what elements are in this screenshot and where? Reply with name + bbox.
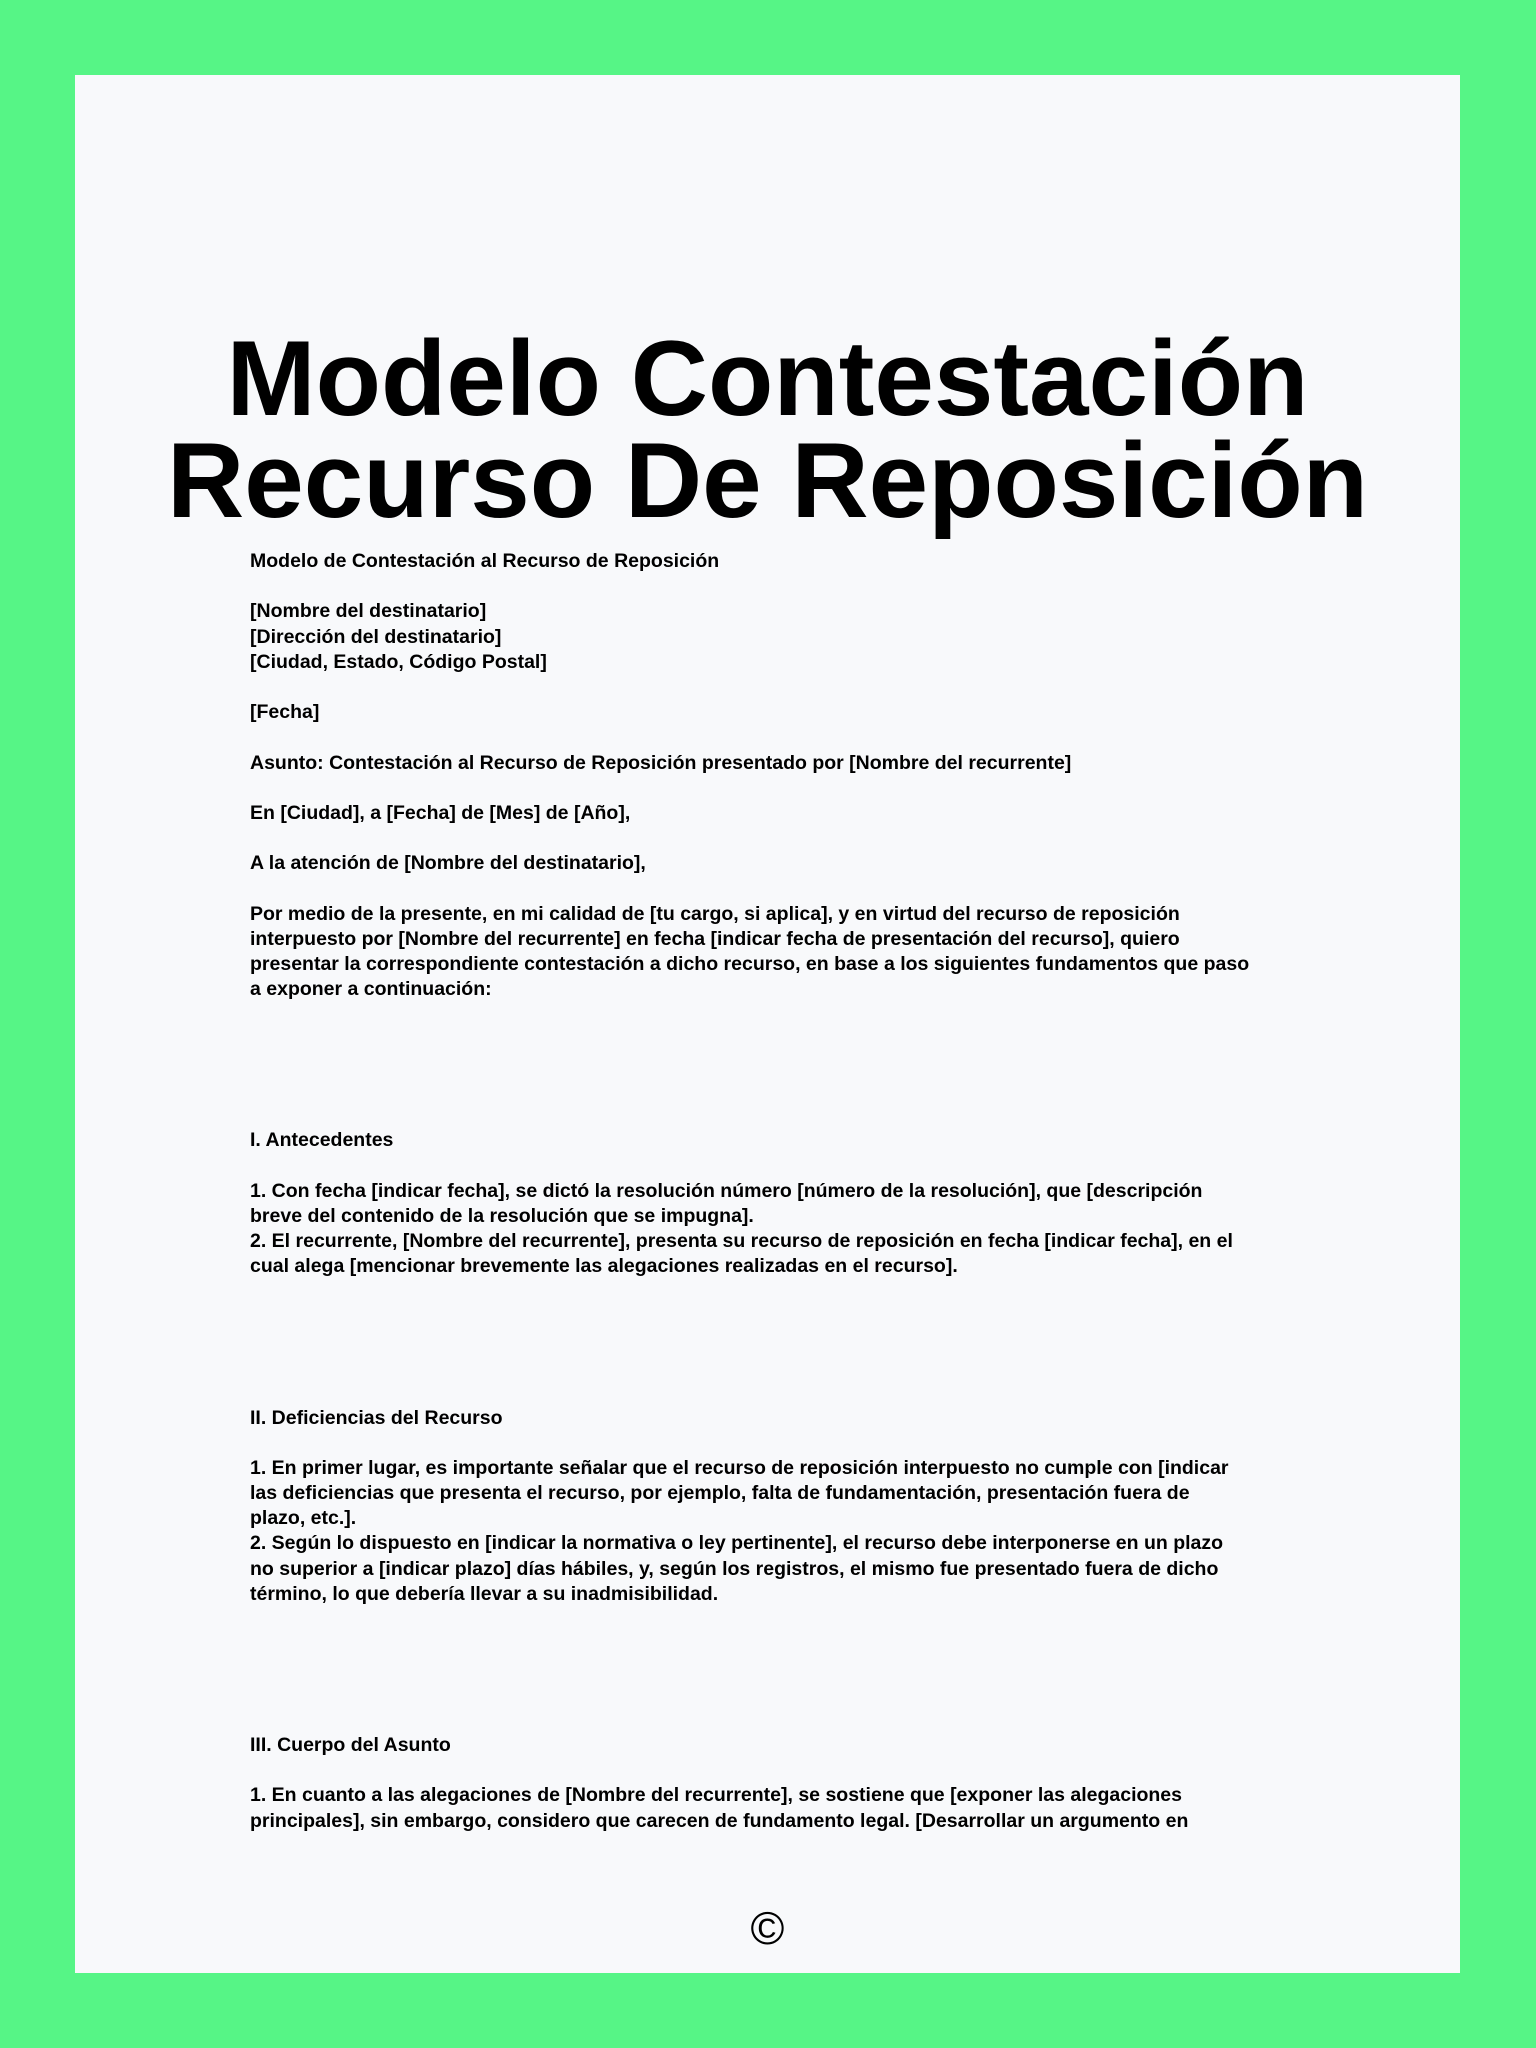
text-line: a exponer a continuación: xyxy=(250,978,492,1001)
paragraph xyxy=(250,851,1330,876)
section-heading xyxy=(250,1128,1330,1153)
text-line: II. Deficiencias del Recurso xyxy=(250,1406,503,1429)
title-line-2: Recurso De Reposición xyxy=(166,420,1369,540)
text-line: Modelo de Contestación al Recurso de Reposición xyxy=(250,550,720,572)
text-line: 1. En cuanto a las alegaciones de [Nombre del recurrente], se sostiene que [exponer las alegaciones xyxy=(250,1784,1183,1807)
text-line: [Ciudad, Estado, Código Postal] xyxy=(250,650,547,673)
paragraph xyxy=(250,1456,1330,1607)
paragraph xyxy=(250,549,1330,574)
document-body xyxy=(250,549,1330,1859)
paragraph xyxy=(250,1783,1330,1833)
paragraph xyxy=(250,751,1330,776)
section-heading xyxy=(250,1406,1330,1431)
text-line: 1. Con fecha [indicar fecha], se dictó la resolución número [número de la resolución], que [descripción xyxy=(250,1179,1203,1202)
copyright-icon: © xyxy=(750,1902,785,1954)
text-line: Asunto: Contestación al Recurso de Reposición presentado por [Nombre del recurrente] xyxy=(250,751,1072,774)
paragraph xyxy=(250,801,1330,826)
text-line: 1. En primer lugar, es importante señalar que el recurso de reposición interpuesto no cumple con [indicar xyxy=(250,1456,1229,1479)
text-line: A la atención de [Nombre del destinatario], xyxy=(250,852,646,875)
text-line: [Dirección del destinatario] xyxy=(250,625,502,648)
text-line: plazo, etc.]. xyxy=(250,1507,357,1530)
document-page xyxy=(75,75,1460,1973)
text-line: presentar la correspondiente contestación a dicho recurso, en base a los siguientes fundamentos que paso xyxy=(250,953,1250,975)
text-line: interpuesto por [Nombre del recurrente] en fecha [indicar fecha de presentación del recurso], quiero xyxy=(250,927,1180,950)
title-line-1: Modelo Contestación xyxy=(226,318,1309,438)
paragraph xyxy=(250,599,1330,675)
text-line: [Fecha] xyxy=(250,701,320,724)
text-line: 2. Según lo dispuesto en [indicar la normativa o ley pertinente], el recurso debe interponerse en un plazo xyxy=(250,1532,1224,1555)
text-line: cual alega [mencionar brevemente las alegaciones realizadas en el recurso]. xyxy=(250,1255,958,1278)
text-line: 2. El recurrente, [Nombre del recurrente], presenta su recurso de reposición en fecha [indicar fecha], en el xyxy=(250,1230,1233,1253)
text-line: [Nombre del destinatario] xyxy=(250,600,487,623)
text-line: las deficiencias que presenta el recurso, por ejemplo, falta de fundamentación, presentación fuera de xyxy=(250,1482,1190,1505)
section-heading xyxy=(250,1733,1330,1758)
text-line: principales], sin embargo, considero que carecen de fundamento legal. [Desarrollar un argumento en xyxy=(250,1809,1189,1832)
text-line: I. Antecedentes xyxy=(250,1129,394,1152)
text-line: breve del contenido de la resolución que se impugna]. xyxy=(250,1204,754,1227)
paragraph xyxy=(250,902,1330,1003)
paragraph xyxy=(250,700,1330,725)
text-line: Por medio de la presente, en mi calidad de [tu cargo, si aplica], y en virtud del recurso de reposición xyxy=(250,902,1180,925)
text-line: término, lo que debería llevar a su inadmisibilidad. xyxy=(250,1582,719,1605)
document-title xyxy=(75,318,1460,540)
paragraph xyxy=(250,1179,1330,1280)
text-line: no superior a [indicar plazo] días hábiles, y, según los registros, el mismo fue presentado fuera de dicho xyxy=(250,1557,1219,1580)
text-line: III. Cuerpo del Asunto xyxy=(250,1734,451,1756)
text-line: En [Ciudad], a [Fecha] de [Mes] de [Año], xyxy=(250,801,631,824)
